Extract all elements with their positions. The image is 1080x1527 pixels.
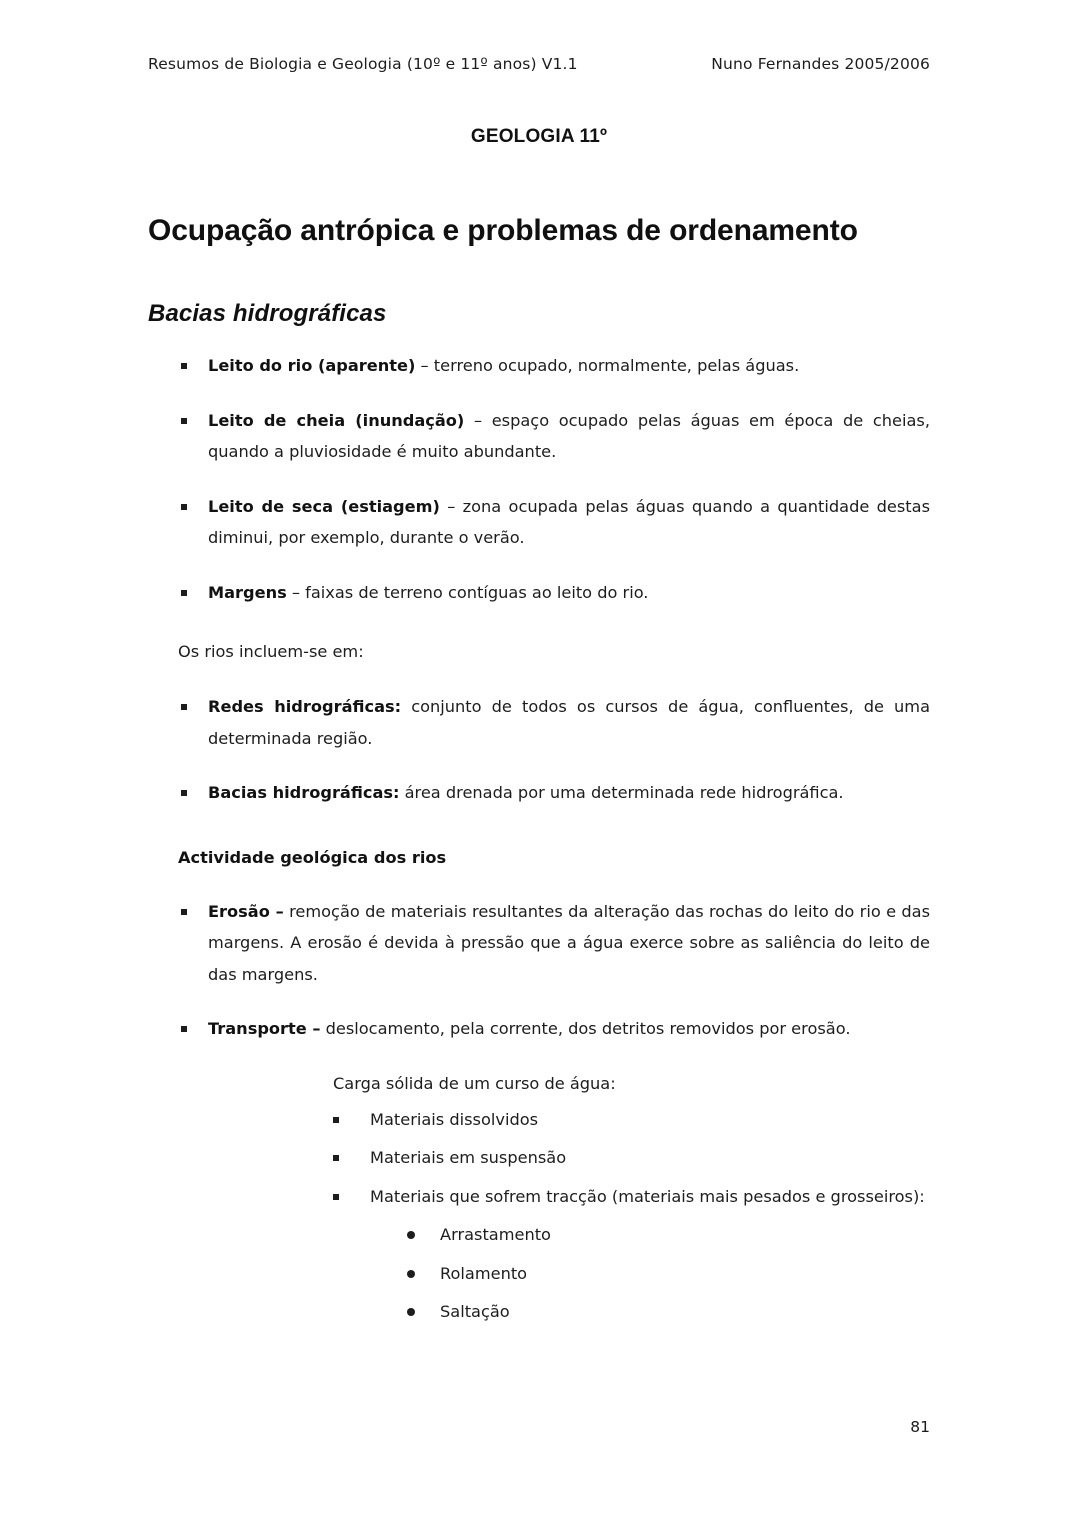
list-item: Materiais em suspensão [178, 1142, 930, 1174]
bullet-term: Leito do rio (aparente) [208, 356, 416, 375]
bullet-term: Leito de cheia (inundação) [208, 410, 465, 430]
bullet-text: deslocamento, pela corrente, dos detritos removidos por erosão. [320, 1019, 851, 1039]
spacer [178, 832, 930, 836]
list-item [178, 491, 930, 554]
page-title: Ocupação antrópica e problemas de ordenamento [148, 214, 858, 247]
section-title: Bacias hidrográficas [148, 300, 387, 327]
list-item [178, 896, 930, 991]
bullet-text: conjunto de todos os cursos de água, confluentes, de uma determinada região. [208, 697, 930, 748]
document-header [148, 55, 930, 73]
list-item: Rolamento [178, 1258, 930, 1290]
list-item [178, 405, 930, 468]
bullet-term: Redes hidrográficas: [208, 697, 402, 717]
list-item: Materiais dissolvidos [178, 1104, 930, 1136]
list-item: Saltação [178, 1296, 930, 1328]
bullet-text: área drenada por uma determinada rede hidrográfica. [399, 783, 844, 803]
bullet-text: – espaço ocupado pelas águas em época de cheias, quando a pluviosidade é muito abundante. [208, 410, 930, 462]
bullet-term: Margens [208, 582, 287, 602]
list-item: Materiais que sofrem tracção (materiais mais pesados e grosseiros): [178, 1181, 930, 1213]
header-left-text: Resumos de Biologia e Geologia (10º e 11º anos) V1.1 [148, 55, 578, 73]
title-block [148, 214, 938, 249]
header-right-text: Nuno Fernandes 2005/2006 [711, 55, 930, 73]
bullet-term: Transporte – [208, 1019, 321, 1039]
bullet-text: – faixas de terreno contíguas ao leito do rio. [286, 582, 649, 602]
list-item: Arrastamento [178, 1219, 930, 1251]
document-body [178, 350, 930, 1335]
intro-line: Os rios incluem-se em: [178, 641, 364, 661]
list-item [178, 691, 930, 754]
bullet-term: Leito de seca (estiagem) [208, 496, 440, 516]
bullet-text: – zona ocupada pelas águas quando a quantidade destas diminui, por exemplo, durante o verão. [208, 496, 930, 548]
bullet-text: remoção de materiais resultantes da alteração das rochas do leito do rio e das margens. A erosão é devida à pressão que a água exerce sobre as saliência do leito de das margens. [208, 901, 931, 984]
subject-heading: GEOLOGIA 11º [470, 126, 608, 147]
list-item [178, 777, 930, 809]
bullet-term: Erosão – [208, 901, 284, 921]
list-item [178, 350, 930, 382]
subheading: Actividade geológica dos rios [178, 847, 447, 867]
list-item [178, 577, 930, 609]
bullet-term: Bacias hidrográficas: [208, 783, 400, 803]
bullet-text: – terreno ocupado, normalmente, pelas águas. [415, 356, 800, 375]
list-item [178, 1013, 930, 1045]
carga-solida-line: Carga sólida de um curso de água: [333, 1073, 616, 1093]
page-number: 81 [910, 1418, 930, 1436]
